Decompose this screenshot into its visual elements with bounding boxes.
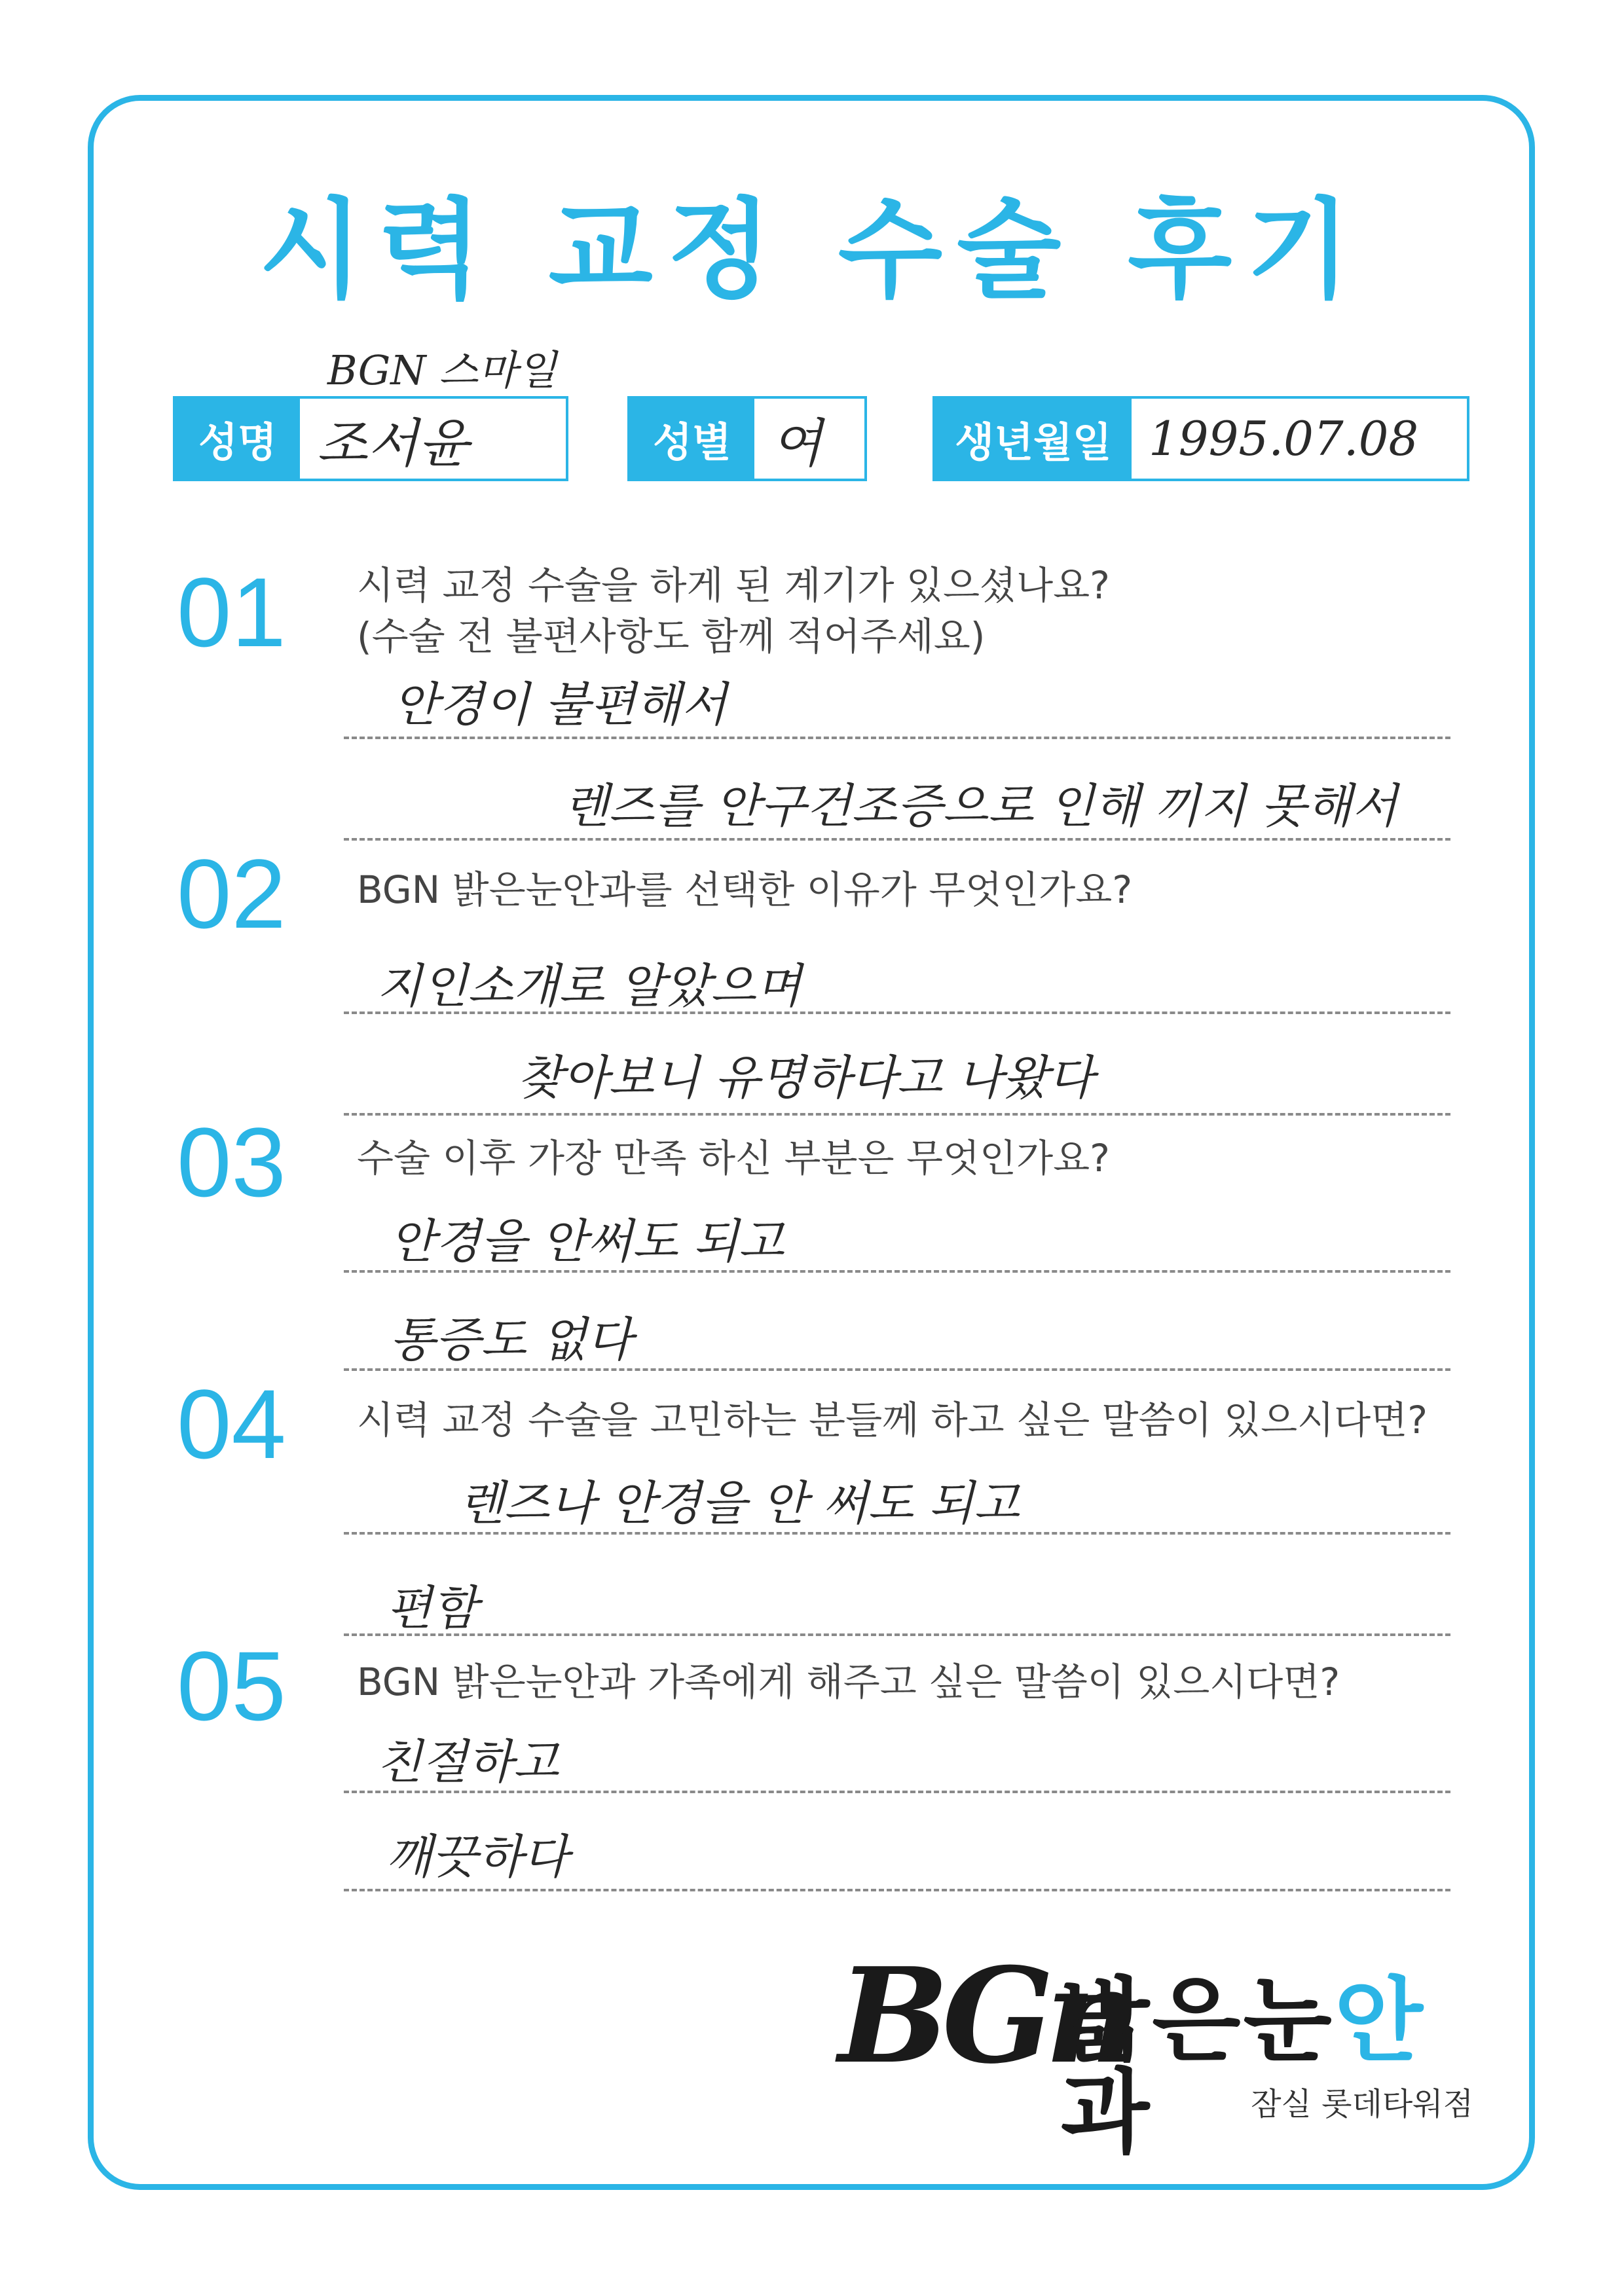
handwritten-answer: 렌즈나 안경을 안 써도 되고 [458, 1476, 1020, 1531]
question-text [357, 1133, 1110, 1184]
birthdate-field [932, 396, 1469, 481]
gender-value: 여 [771, 412, 822, 474]
answer-line [344, 1791, 1450, 1793]
answer-line [344, 1633, 1450, 1636]
question-text [357, 560, 1110, 663]
name-field [173, 396, 568, 481]
answer-line [344, 1532, 1450, 1535]
gender-label: 성별 [630, 399, 754, 479]
brand-name-accent: 안 [1334, 1968, 1426, 2075]
question-number: 02 [177, 839, 286, 949]
question-text [357, 1656, 1340, 1707]
name-value: 조서윤 [317, 412, 469, 474]
handwritten-answer: 안경을 안써도 되고 [390, 1214, 784, 1269]
form-title: 시력 교정 수술 후기 [259, 187, 1365, 313]
question-line: BGN 밝은눈안과를 선택한 이유가 무엇인가요? [357, 867, 1133, 912]
gender-field [627, 396, 867, 481]
handwritten-answer: 편함 [386, 1580, 478, 1635]
handwritten-answer: 안경이 불편해서 [393, 677, 727, 732]
brand-name [1061, 1968, 1493, 2166]
question-text [357, 864, 1132, 915]
question-line: 시력 교정 수술을 고민하는 분들께 하고 싶은 말씀이 있으시다면? [357, 1398, 1428, 1442]
handwritten-answer: 통증도 없다 [390, 1312, 633, 1367]
bgn-logo-mark: BGn [838, 1939, 1131, 2093]
handwritten-answer: 찾아보니 유명하다고 나왔다 [517, 1050, 1094, 1105]
question-text [357, 1394, 1428, 1446]
answer-line [344, 1113, 1450, 1116]
handwritten-note: BGN 스마일 [327, 346, 557, 394]
answer-line [344, 1011, 1450, 1014]
question-number: 03 [177, 1107, 286, 1217]
branch-name: 잠실 롯데타워점 [1251, 2086, 1473, 2123]
answer-line [344, 1270, 1450, 1273]
brand-name-part: 과 [1061, 2060, 1153, 2166]
brand-logo [838, 1939, 1493, 2166]
birthdate-label: 생년월일 [935, 399, 1132, 479]
question-number: 05 [177, 1631, 286, 1741]
handwritten-answer: 친절하고 [377, 1734, 559, 1789]
birthdate-value: 1995.07.08 [1149, 411, 1419, 466]
handwritten-answer: 렌즈를 안구건조증으로 인해 끼지 못해서 [563, 778, 1397, 833]
question-number: 01 [177, 557, 286, 667]
answer-line [344, 1889, 1450, 1891]
answer-line [344, 838, 1450, 841]
handwritten-answer: 깨끗하다 [386, 1829, 569, 1884]
question-line: (수술 전 불편사항도 함께 적어주세요) [357, 614, 986, 659]
answer-line [344, 1368, 1450, 1371]
name-label: 성명 [175, 399, 300, 479]
answer-line [344, 737, 1450, 739]
question-line: 시력 교정 수술을 하게 된 계기가 있으셨나요? [357, 563, 1110, 608]
question-line: BGN 밝은눈안과 가족에게 해주고 싶은 말씀이 있으시다면? [357, 1660, 1340, 1704]
question-line: 수술 이후 가장 만족 하신 부분은 무엇인가요? [357, 1136, 1110, 1180]
question-number: 04 [177, 1369, 286, 1479]
handwritten-answer: 지인소개로 알았으며 [377, 958, 802, 1013]
brand-name-part: 밝은눈 [1061, 1968, 1335, 2075]
